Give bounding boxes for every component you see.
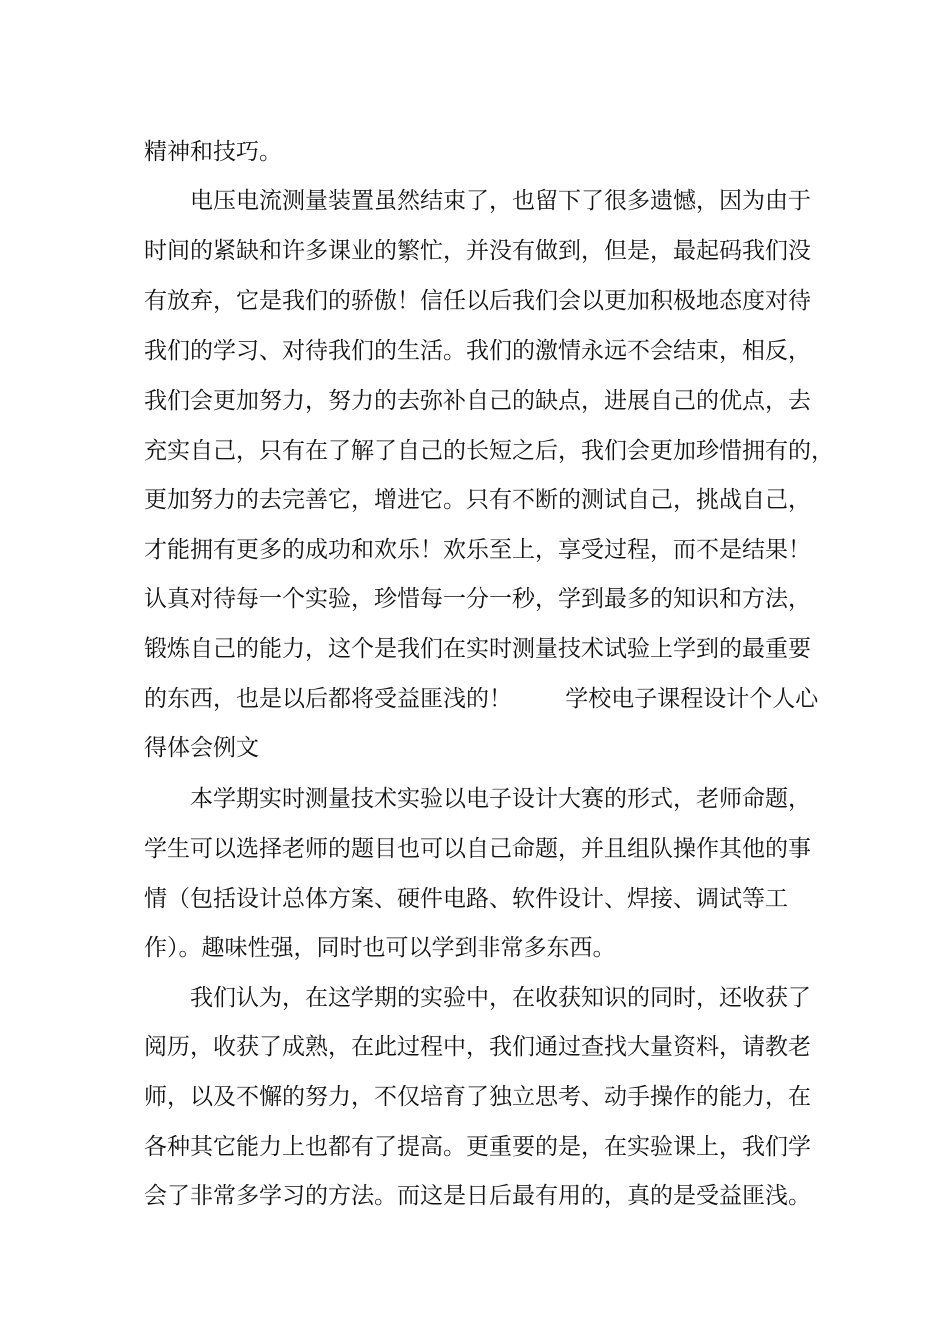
text-line: 才能拥有更多的成功和欢乐！欢乐至上，享受过程，而不是结果！ [144, 537, 811, 563]
text-line: 有放弃，它是我们的骄傲！信任以后我们会以更加积极地态度对待 [144, 288, 811, 314]
text-line: 我们的学习、对待我们的生活。我们的激情永远不会结束，相反， [144, 338, 811, 364]
text-line: 各种其它能力上也都有了提高。更重要的是，在实验课上，我们学 [144, 1134, 811, 1160]
section-title-line: 得体会例文 [144, 735, 259, 761]
text-line: 情（包括设计总体方案、硬件电路、软件设计、焊接、调试等工 [144, 886, 788, 912]
paragraph-first-line: 我们认为，在这学期的实验中，在收获知识的同时，还收获了 [190, 985, 811, 1011]
text-line: 精神和技巧。 [144, 139, 282, 165]
text-line: 认真对待每一个实验，珍惜每一分一秒，学到最多的知识和方法， [144, 586, 811, 612]
text-line: 的东西，也是以后都将受益匪浅的！ 学校电子课程设计个人心 [144, 686, 819, 712]
text-line: 时间的紧缺和许多课业的繁忙，并没有做到，但是，最起码我们没 [144, 238, 811, 264]
paragraph-first-line: 电压电流测量装置虽然结束了，也留下了很多遗憾，因为由于 [190, 188, 811, 214]
text-line: 充实自己，只有在了解了自己的长短之后，我们会更加珍惜拥有的， [144, 438, 834, 464]
paragraph-first-line: 本学期实时测量技术实验以电子设计大赛的形式，老师命题， [190, 786, 811, 812]
text-line: 更加努力的去完善它，增进它。只有不断的测试自己，挑战自己， [144, 487, 811, 513]
text-line: 我们会更加努力，努力的去弥补自己的缺点，进展自己的优点，去 [144, 388, 811, 414]
text-line: 会了非常多学习的方法。而这是日后最有用的，真的是受益匪浅。 [144, 1183, 811, 1209]
text-line: 作）。趣味性强，同时也可以学到非常多东西。 [144, 935, 616, 961]
text-line: 锻炼自己的能力，这个是我们在实时测量技术试验上学到的最重要 [144, 636, 811, 662]
text-line: 阅历，收获了成熟，在此过程中，我们通过查找大量资料，请教老 [144, 1034, 811, 1060]
text-line: 学生可以选择老师的题目也可以自己命题，并且组队操作其他的事 [144, 836, 811, 862]
text-line: 师，以及不懈的努力，不仅培育了独立思考、动手操作的能力，在 [144, 1084, 811, 1110]
